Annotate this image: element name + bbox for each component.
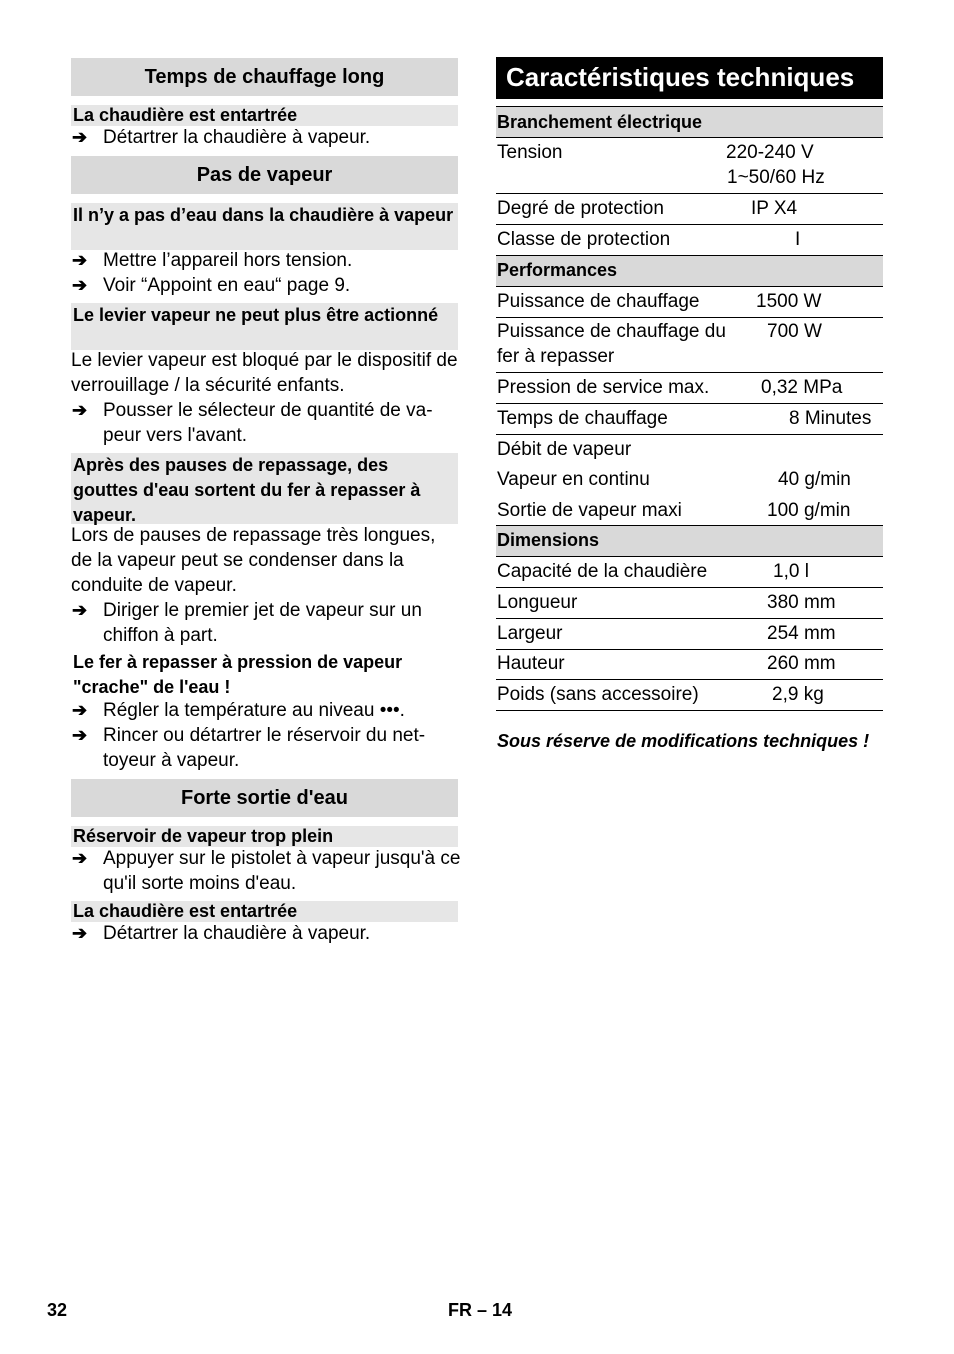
bullet-detartrer-1	[71, 125, 461, 150]
arrow-icon: ➔	[72, 848, 88, 868]
spec-row-degre	[496, 193, 883, 224]
bullet-pousser-selecteur	[71, 398, 461, 448]
spec-value: 2,9 kg	[772, 684, 824, 705]
bullet-premier-jet	[71, 598, 461, 648]
spec-label-maxi: Sortie de vapeur maxi	[497, 500, 682, 521]
section-label: Dimensions	[497, 530, 600, 550]
spec-label: Puissance de chauffage	[497, 291, 700, 312]
bullet-appuyer-pistolet	[71, 846, 461, 896]
spec-value-2: 1~50/60 Hz	[727, 167, 825, 188]
section-title-pas-de-vapeur: Pas de vapeur	[71, 156, 458, 194]
bullet-text: Appuyer sur le pistolet à vapeur jusqu'à ce qu'il sorte moins d'eau.	[103, 848, 461, 894]
spec-value: 254 mm	[767, 623, 836, 644]
arrow-icon: ➔	[72, 275, 88, 295]
spec-label: Pression de service max.	[497, 377, 710, 398]
section-label: Branchement électrique	[497, 112, 703, 132]
spec-row-debit	[496, 434, 883, 525]
spec-row-puissance	[496, 286, 883, 317]
bullet-text: Pousser le sélecteur de quantité de va-peur vers l'avant.	[103, 400, 433, 446]
spec-row-tension	[496, 137, 883, 195]
section-branchement-electrique	[496, 106, 883, 137]
section-performances	[496, 255, 883, 286]
spec-label: Degré de protection	[497, 198, 664, 219]
spec-value: I	[795, 229, 801, 250]
spec-label-2: fer à repasser	[497, 346, 615, 367]
spec-row-pression	[496, 372, 883, 403]
spec-label: Tension	[497, 142, 563, 163]
paragraph-pauses-repassage: Lors de pauses de repassage très longues, de la vapeur peut se condenser dans la conduite de vapeur.	[71, 525, 436, 596]
spec-value: 0,32 MPa	[761, 377, 843, 398]
arrow-icon: ➔	[72, 250, 88, 270]
page-number: 32	[47, 1300, 68, 1320]
spec-label: Capacité de la chaudière	[497, 561, 708, 582]
subheading-levier-vapeur: Le levier vapeur ne peut plus être actionné	[71, 303, 458, 350]
spec-value: 220-240 V	[726, 142, 814, 163]
bullet-detartrer-2	[71, 921, 461, 946]
spec-row-classe	[496, 224, 883, 255]
spec-label: Longueur	[497, 592, 578, 613]
page-label: FR – 14	[448, 1300, 513, 1320]
modifications-note: Sous réserve de modifications techniques !	[497, 731, 870, 751]
subheading-pas-d-eau: Il n’y a pas d’eau dans la chaudière à vapeur	[71, 203, 458, 250]
arrow-icon: ➔	[72, 600, 88, 620]
subheading-reservoir-plein: Réservoir de vapeur trop plein	[71, 826, 458, 847]
arrow-icon: ➔	[72, 923, 88, 943]
section-title-forte-sortie: Forte sortie d'eau	[71, 779, 458, 817]
spec-row-longueur	[496, 587, 883, 618]
spec-row-poids	[496, 679, 883, 711]
spec-value: 1500 W	[756, 291, 822, 312]
section-dimensions	[496, 525, 883, 556]
spec-label: Hauteur	[497, 653, 565, 674]
subheading-chaudiere-entartree-2: La chaudière est entartrée	[71, 901, 458, 922]
spec-label: Poids (sans accessoire)	[497, 684, 699, 705]
subheading-crache-eau: Le fer à repasser à pression de vapeur "crache" de l'eau !	[73, 652, 403, 697]
arrow-icon: ➔	[72, 127, 88, 147]
bullet-regler-temperature	[71, 698, 461, 723]
spec-value: IP X4	[751, 198, 798, 219]
arrow-icon: ➔	[72, 700, 88, 720]
subheading-chaudiere-entartree: La chaudière est entartrée	[71, 105, 458, 126]
bullet-text: Diriger le premier jet de vapeur sur un chiffon à part.	[103, 600, 422, 646]
spec-value-maxi: 100 g/min	[767, 500, 851, 521]
spec-row-hauteur	[496, 649, 883, 679]
spec-value-continu: 40 g/min	[778, 469, 851, 490]
spec-label: Débit de vapeur	[497, 439, 632, 460]
spec-row-capacite	[496, 556, 883, 587]
bullet-text: Voir “Appoint en eau“ page 9.	[103, 275, 351, 296]
section-label: Performances	[497, 260, 618, 280]
bullet-text: Détartrer la chaudière à vapeur.	[103, 127, 371, 148]
spec-label: Largeur	[497, 623, 563, 644]
paragraph-levier-bloque: Le levier vapeur est bloqué par le dispositif de verrouillage / la sécurité enfants.	[71, 350, 458, 396]
bullet-text: Rincer ou détartrer le réservoir du net-toyeur à vapeur.	[103, 725, 426, 771]
spec-label: Puissance de chauffage du	[497, 321, 726, 342]
bullet-rincer-reservoir	[71, 723, 461, 773]
spec-value: 8 Minutes	[789, 408, 872, 429]
bullet-text: Détartrer la chaudière à vapeur.	[103, 923, 371, 944]
spec-row-largeur	[496, 618, 883, 649]
bullet-hors-tension	[71, 248, 461, 273]
bullet-text: Mettre l’appareil hors tension.	[103, 250, 353, 271]
arrow-icon: ➔	[72, 725, 88, 745]
spec-value: 700 W	[767, 321, 822, 342]
spec-value: 380 mm	[767, 592, 836, 613]
page-title: Caractéristiques techniques	[496, 57, 883, 99]
spec-row-puissance-fer	[496, 317, 883, 372]
section-title-temps-chauffage: Temps de chauffage long	[71, 58, 458, 96]
arrow-icon: ➔	[72, 400, 88, 420]
spec-label-continu: Vapeur en continu	[497, 469, 650, 490]
spec-row-temps	[496, 403, 883, 434]
spec-label: Classe de protection	[497, 229, 671, 250]
subheading-gouttes-eau: Après des pauses de repassage, des gouttes d'eau sortent du fer à repasser à vapeur.	[71, 453, 458, 524]
bullet-text: Régler la température au niveau •••.	[103, 700, 405, 721]
spec-label: Temps de chauffage	[497, 408, 668, 429]
bullet-voir-appoint	[71, 273, 461, 298]
spec-value: 260 mm	[767, 653, 836, 674]
spec-value: 1,0 l	[773, 561, 809, 582]
